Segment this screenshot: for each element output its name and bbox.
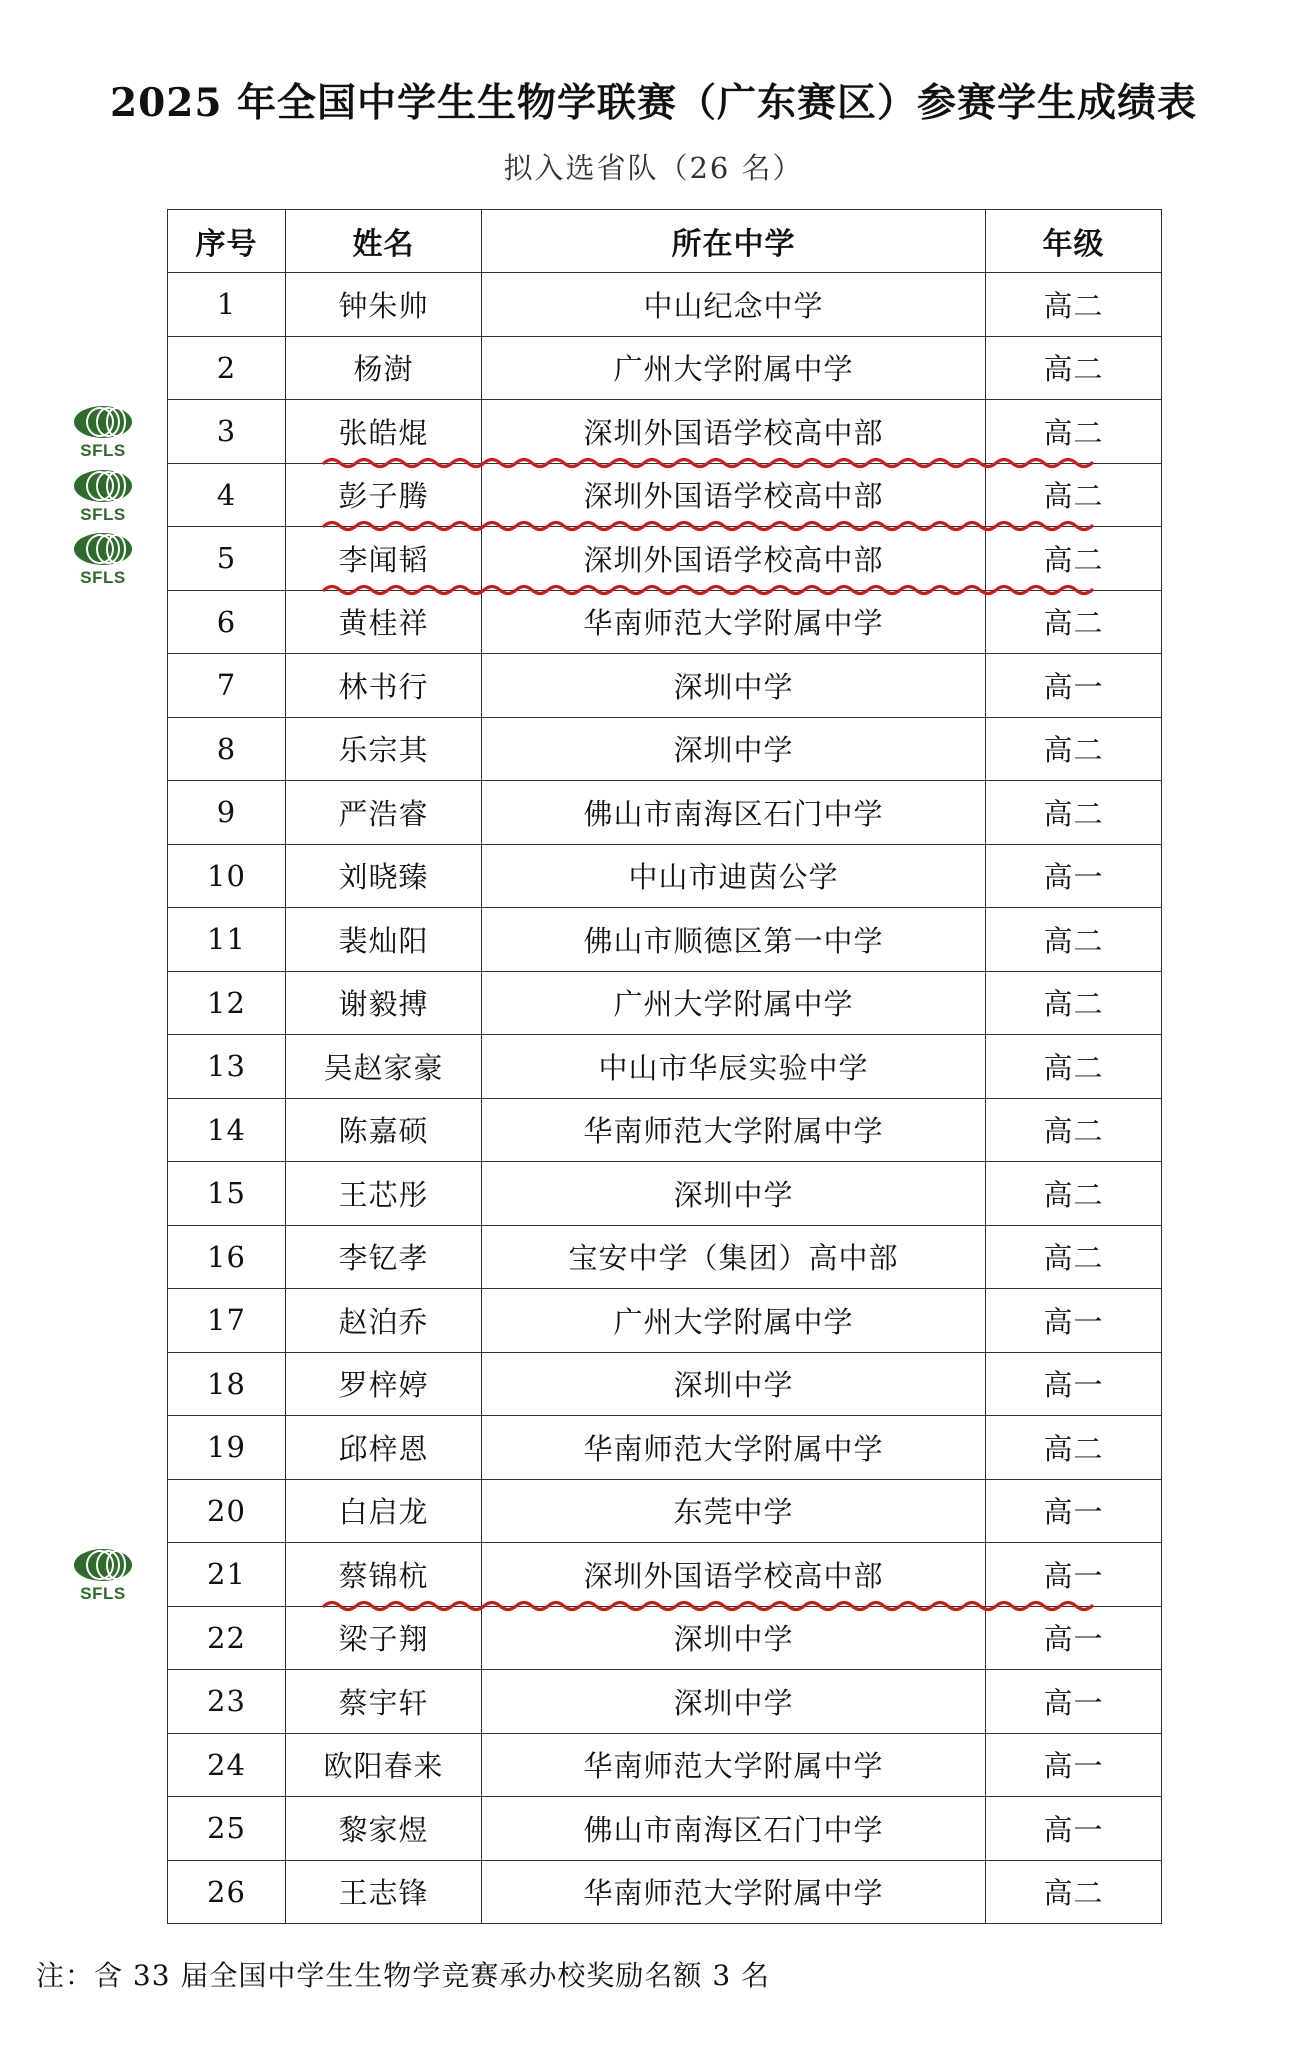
row-number: 16 <box>168 1225 286 1289</box>
student-name: 李钇孝 <box>286 1225 482 1289</box>
table-row <box>168 908 1162 972</box>
school-name: 中山市华辰实验中学 <box>482 1035 986 1099</box>
row-number: 7 <box>168 654 286 718</box>
sfls-logo-text: SFLS <box>80 1584 126 1603</box>
footnote: 注：含 33 届全国中学生生物学竞赛承办校奖励名额 3 名 <box>36 1959 771 1992</box>
grade-level: 高一 <box>986 1606 1162 1670</box>
grade-level: 高一 <box>986 1797 1162 1861</box>
row-number: 20 <box>168 1479 286 1543</box>
student-name: 欧阳春来 <box>286 1733 482 1797</box>
student-name: 张皓焜 <box>286 400 482 464</box>
sfls-logo-text: SFLS <box>80 504 126 524</box>
row-number: 8 <box>168 717 286 781</box>
school-name: 中山纪念中学 <box>482 273 986 337</box>
school-name: 华南师范大学附属中学 <box>482 1416 986 1480</box>
student-name: 赵泊乔 <box>286 1289 482 1353</box>
table-row <box>168 1289 1162 1353</box>
school-name: 深圳外国语学校高中部 <box>482 1543 986 1607</box>
school-name: 深圳外国语学校高中部 <box>482 527 986 591</box>
row-number: 1 <box>168 273 286 337</box>
table-row <box>168 1035 1162 1099</box>
table-row <box>168 1162 1162 1226</box>
grade-level: 高二 <box>986 1098 1162 1162</box>
grade-level: 高二 <box>986 463 1162 527</box>
red-wavy-underline <box>322 451 1098 475</box>
student-name: 王志锋 <box>286 1860 482 1924</box>
row-number: 3 <box>168 400 286 464</box>
student-name: 白启龙 <box>286 1479 482 1543</box>
student-name: 林书行 <box>286 654 482 718</box>
school-name: 深圳中学 <box>482 1162 986 1226</box>
row-number: 4 <box>168 463 286 527</box>
student-name: 罗梓婷 <box>286 1352 482 1416</box>
grade-level: 高二 <box>986 590 1162 654</box>
student-name: 陈嘉硕 <box>286 1098 482 1162</box>
row-number: 21 <box>168 1543 286 1607</box>
sfls-globe-icon <box>70 403 136 441</box>
grade-level: 高二 <box>986 1162 1162 1226</box>
grade-level: 高二 <box>986 1860 1162 1924</box>
student-name: 黄桂祥 <box>286 590 482 654</box>
student-name: 严浩睿 <box>286 781 482 845</box>
table-row <box>168 1860 1162 1924</box>
student-name: 裴灿阳 <box>286 908 482 972</box>
grade-level: 高一 <box>986 1352 1162 1416</box>
grade-level: 高二 <box>986 527 1162 591</box>
row-number: 6 <box>168 590 286 654</box>
grade-level: 高一 <box>986 1289 1162 1353</box>
sfls-logo-text: SFLS <box>80 568 126 587</box>
row-number: 9 <box>168 781 286 845</box>
header-grade: 年级 <box>986 210 1162 273</box>
school-name: 华南师范大学附属中学 <box>482 1860 986 1924</box>
student-name: 彭子腾 <box>286 463 482 527</box>
row-number: 13 <box>168 1035 286 1099</box>
row-number: 15 <box>168 1162 286 1226</box>
table-row <box>168 336 1162 400</box>
row-number: 26 <box>168 1860 286 1924</box>
school-name: 佛山市顺德区第一中学 <box>482 908 986 972</box>
row-number: 22 <box>168 1606 286 1670</box>
grade-level: 高二 <box>986 336 1162 400</box>
student-name: 王芯彤 <box>286 1162 482 1226</box>
grade-level: 高一 <box>986 1543 1162 1607</box>
grade-level: 高一 <box>986 1733 1162 1797</box>
school-name: 广州大学附属中学 <box>482 336 986 400</box>
row-number: 11 <box>168 908 286 972</box>
grade-level: 高二 <box>986 1225 1162 1289</box>
student-name: 吴赵家豪 <box>286 1035 482 1099</box>
grade-level: 高一 <box>986 844 1162 908</box>
header-name: 姓名 <box>286 210 482 273</box>
table-row <box>168 1479 1162 1543</box>
grade-level: 高二 <box>986 908 1162 972</box>
student-name: 钟朱帅 <box>286 273 482 337</box>
school-name: 佛山市南海区石门中学 <box>482 1797 986 1861</box>
table-header <box>168 210 1162 273</box>
school-name: 华南师范大学附属中学 <box>482 590 986 654</box>
school-name: 深圳中学 <box>482 1352 986 1416</box>
table-row <box>168 1352 1162 1416</box>
sfls-logo <box>70 1546 136 1606</box>
school-name: 深圳中学 <box>482 717 986 781</box>
row-number: 18 <box>168 1352 286 1416</box>
grade-level: 高一 <box>986 1479 1162 1543</box>
school-name: 华南师范大学附属中学 <box>482 1098 986 1162</box>
student-name: 李闻韬 <box>286 527 482 591</box>
school-name: 深圳中学 <box>482 1606 986 1670</box>
table-row <box>168 654 1162 718</box>
student-name: 梁子翔 <box>286 1606 482 1670</box>
table-row <box>168 717 1162 781</box>
red-wavy-underline <box>322 578 1098 602</box>
school-name: 广州大学附属中学 <box>482 1289 986 1353</box>
row-number: 5 <box>168 527 286 591</box>
row-number: 14 <box>168 1098 286 1162</box>
table-row <box>168 1416 1162 1480</box>
school-name: 中山市迪茵公学 <box>482 844 986 908</box>
table-row <box>168 1098 1162 1162</box>
row-number: 17 <box>168 1289 286 1353</box>
page-title: 2025 年全国中学生生物学联赛（广东赛区）参赛学生成绩表 <box>109 80 1198 126</box>
sfls-globe-icon <box>70 467 136 505</box>
grade-level: 高二 <box>986 1416 1162 1480</box>
table-row <box>168 1225 1162 1289</box>
row-number: 2 <box>168 336 286 400</box>
table-row <box>168 1670 1162 1734</box>
header-school: 所在中学 <box>482 210 986 273</box>
student-name: 邱梓恩 <box>286 1416 482 1480</box>
school-name: 深圳中学 <box>482 1670 986 1734</box>
row-number: 12 <box>168 971 286 1035</box>
school-name: 广州大学附属中学 <box>482 971 986 1035</box>
row-number: 23 <box>168 1670 286 1734</box>
school-name: 深圳外国语学校高中部 <box>482 400 986 464</box>
table-row <box>168 1797 1162 1861</box>
header-row <box>168 210 1162 273</box>
sfls-logo <box>70 403 136 463</box>
grade-level: 高二 <box>986 971 1162 1035</box>
sfls-logo-text: SFLS <box>80 441 126 460</box>
row-number: 24 <box>168 1733 286 1797</box>
grade-level: 高二 <box>986 717 1162 781</box>
school-name: 华南师范大学附属中学 <box>482 1733 986 1797</box>
red-wavy-underline <box>322 1594 1098 1618</box>
page-subtitle: 拟入选省队（26 名） <box>503 151 804 185</box>
student-name: 蔡锦杭 <box>286 1543 482 1607</box>
red-wavy-underline <box>322 514 1098 538</box>
sfls-globe-icon <box>70 530 136 568</box>
header-no: 序号 <box>168 210 286 273</box>
student-name: 杨澍 <box>286 336 482 400</box>
student-name: 蔡宇轩 <box>286 1670 482 1734</box>
row-number: 19 <box>168 1416 286 1480</box>
sfls-globe-icon <box>70 1546 136 1584</box>
row-number: 25 <box>168 1797 286 1861</box>
table-row <box>168 273 1162 337</box>
school-name: 宝安中学（集团）高中部 <box>482 1225 986 1289</box>
sfls-logo <box>70 467 136 527</box>
student-name: 刘晓臻 <box>286 844 482 908</box>
grade-level: 高二 <box>986 400 1162 464</box>
table-row <box>168 844 1162 908</box>
school-name: 深圳中学 <box>482 654 986 718</box>
school-name: 东莞中学 <box>482 1479 986 1543</box>
school-name: 深圳外国语学校高中部 <box>482 463 986 527</box>
grade-level: 高一 <box>986 654 1162 718</box>
table-row <box>168 971 1162 1035</box>
sfls-logo <box>70 530 136 590</box>
table-row <box>168 1733 1162 1797</box>
student-name: 谢毅搏 <box>286 971 482 1035</box>
table-row <box>168 781 1162 845</box>
grade-level: 高二 <box>986 273 1162 337</box>
student-name: 黎家煜 <box>286 1797 482 1861</box>
grade-level: 高一 <box>986 1670 1162 1734</box>
school-name: 佛山市南海区石门中学 <box>482 781 986 845</box>
grade-level: 高二 <box>986 1035 1162 1099</box>
row-number: 10 <box>168 844 286 908</box>
student-name: 乐宗其 <box>286 717 482 781</box>
grade-level: 高二 <box>986 781 1162 845</box>
